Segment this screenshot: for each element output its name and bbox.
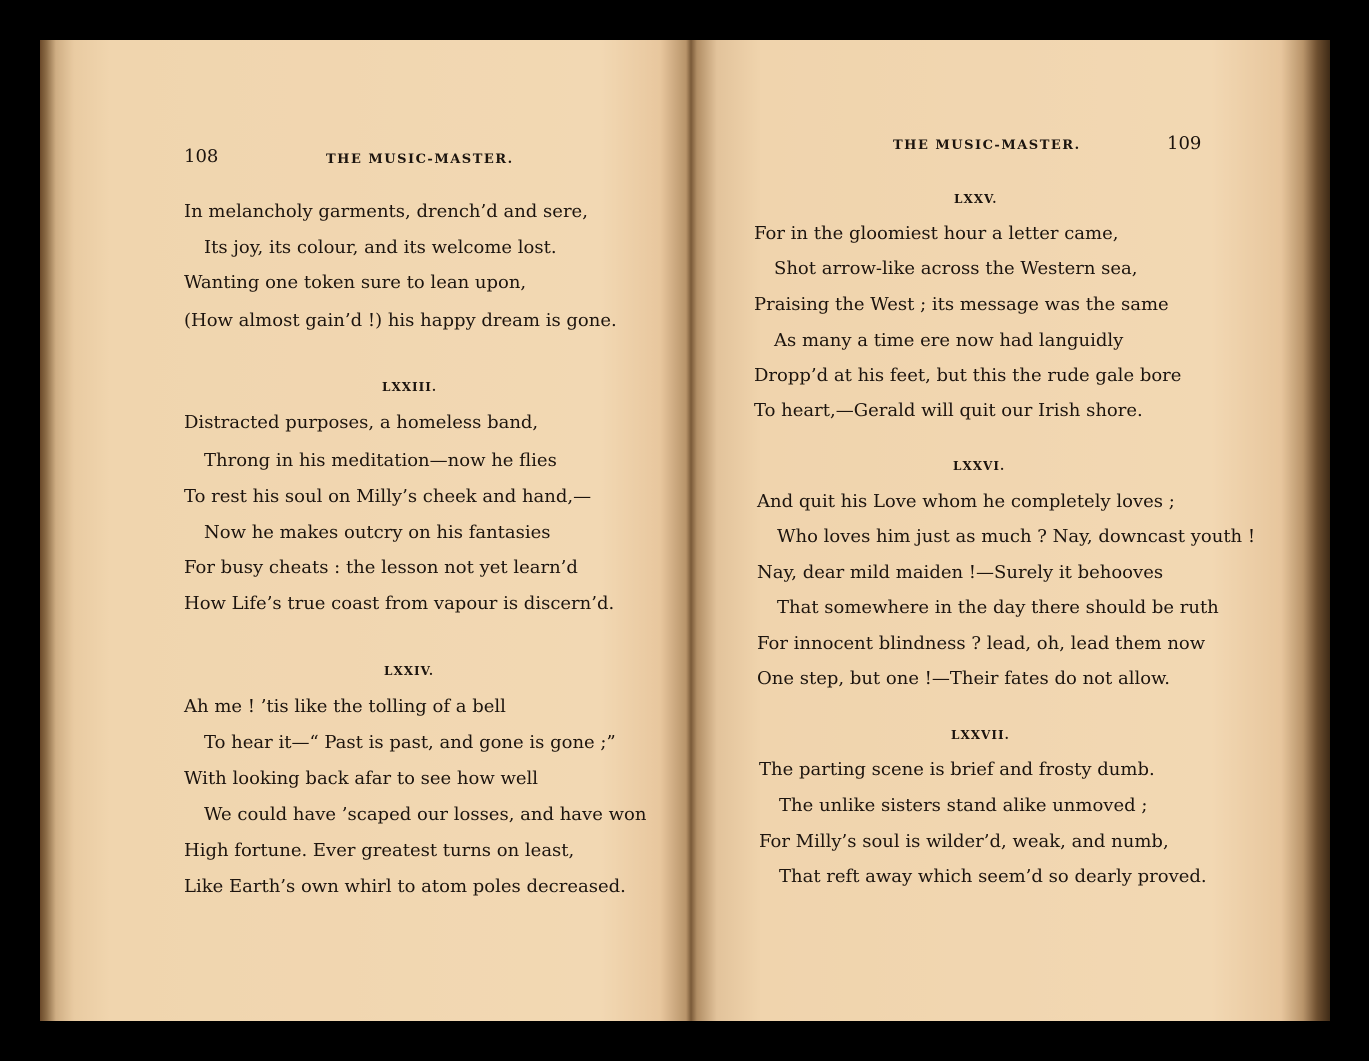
- verse-line: For busy cheats : the lesson not yet learn’d: [184, 557, 578, 578]
- verse-line: Nay, dear mild maiden !—Surely it behooves: [757, 562, 1164, 583]
- verse-line: High fortune. Ever greatest turns on least,: [184, 840, 575, 861]
- verse-line: For Milly’s soul is wilder’d, weak, and numb,: [759, 831, 1169, 852]
- verse-line: Shot arrow-like across the Western sea,: [774, 258, 1138, 279]
- verse-line: We could have ’scaped our losses, and have won: [204, 804, 647, 825]
- verse-line: And quit his Love whom he completely loves ;: [757, 491, 1175, 512]
- verse-line: Ah me ! ’tis like the tolling of a bell: [184, 696, 506, 717]
- running-head: THE MUSIC-MASTER.: [893, 138, 1081, 153]
- running-head: THE MUSIC-MASTER.: [326, 152, 514, 167]
- stanza-numeral: LXXIII.: [382, 380, 438, 394]
- verse-line: To rest his soul on Milly’s cheek and hand,—: [184, 486, 592, 507]
- stanza-numeral: LXXV.: [954, 192, 998, 206]
- open-book: [40, 40, 1330, 1021]
- verse-line: Distracted purposes, a homeless band,: [184, 412, 539, 433]
- verse-line: Dropp’d at his feet, but this the rude gale bore: [754, 365, 1182, 386]
- verse-line: (How almost gain’d !) his happy dream is gone.: [184, 310, 617, 331]
- stanza-numeral: LXXIV.: [384, 664, 435, 678]
- verse-line: One step, but one !—Their fates do not allow.: [757, 668, 1171, 689]
- verse-line: Like Earth’s own whirl to atom poles decreased.: [184, 876, 626, 897]
- verse-line: As many a time ere now had languidly: [774, 330, 1124, 351]
- verse-line: Its joy, its colour, and its welcome lost.: [204, 237, 557, 258]
- verse-line: The parting scene is brief and frosty dumb.: [759, 759, 1155, 780]
- page-number: 108: [184, 146, 219, 167]
- verse-line: With looking back afar to see how well: [184, 768, 539, 789]
- verse-line: To heart,—Gerald will quit our Irish shore.: [754, 400, 1143, 421]
- verse-line: How Life’s true coast from vapour is discern’d.: [184, 593, 615, 614]
- verse-line: In melancholy garments, drench’d and sere,: [184, 201, 588, 222]
- verse-line: That reft away which seem’d so dearly proved.: [779, 866, 1207, 887]
- verse-line: Throng in his meditation—now he flies: [204, 450, 557, 471]
- page-number: 109: [1167, 133, 1202, 154]
- left-page: [40, 40, 691, 1021]
- verse-line: Wanting one token sure to lean upon,: [184, 272, 527, 293]
- verse-line: For innocent blindness ? lead, oh, lead them now: [757, 633, 1206, 654]
- right-page: [691, 40, 1330, 1021]
- verse-line: Now he makes outcry on his fantasies: [204, 522, 551, 543]
- verse-line: The unlike sisters stand alike unmoved ;: [779, 795, 1148, 816]
- stanza-numeral: LXXVI.: [953, 459, 1006, 473]
- stanza-numeral: LXXVII.: [951, 728, 1010, 742]
- verse-line: To hear it—“ Past is past, and gone is gone ;”: [204, 732, 616, 753]
- verse-line: For in the gloomiest hour a letter came,: [754, 223, 1119, 244]
- verse-line: Praising the West ; its message was the same: [754, 294, 1169, 315]
- verse-line: That somewhere in the day there should be ruth: [777, 597, 1219, 618]
- verse-line: Who loves him just as much ? Nay, downcast youth !: [777, 526, 1256, 547]
